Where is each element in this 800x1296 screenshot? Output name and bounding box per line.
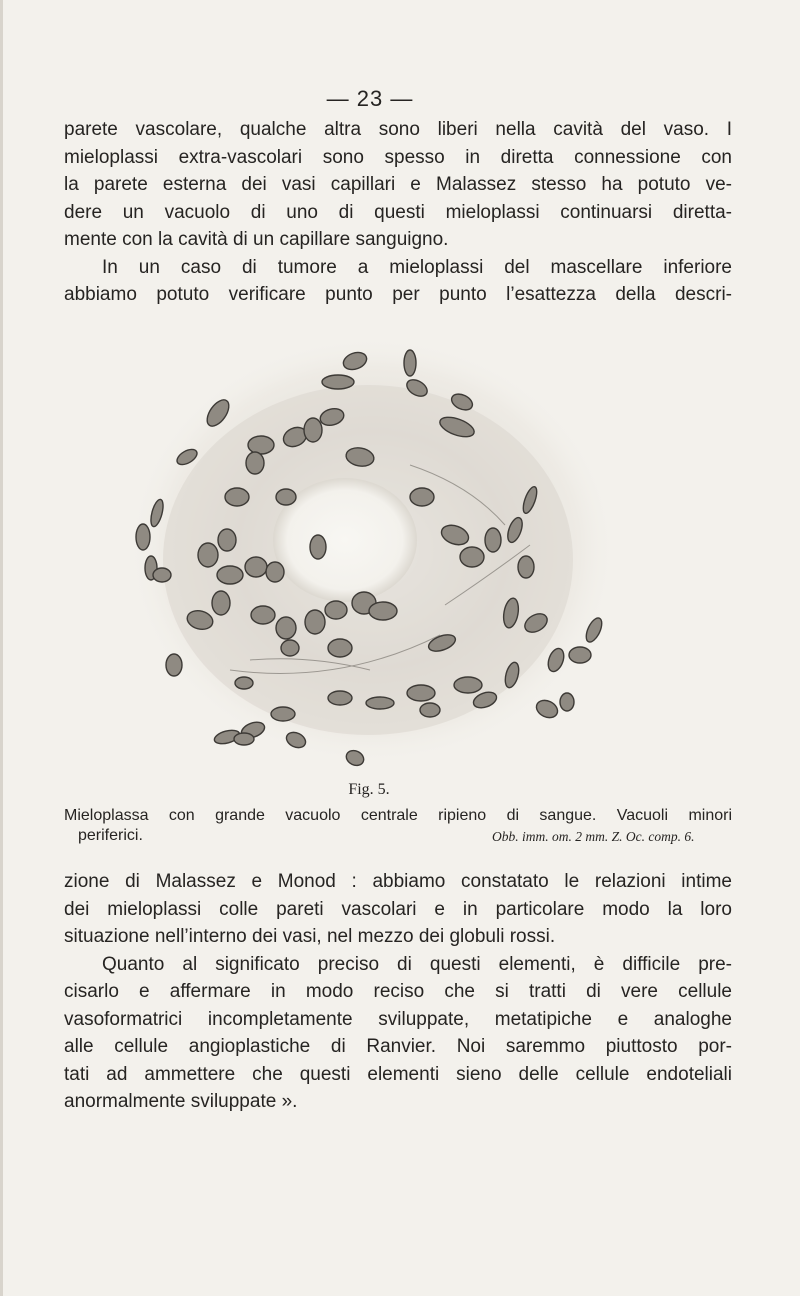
nucleus xyxy=(271,707,295,721)
nucleus xyxy=(325,601,347,619)
nucleus xyxy=(212,591,230,615)
nucleus xyxy=(569,647,591,663)
nucleus xyxy=(217,566,243,584)
page-number: — 23 — xyxy=(326,86,414,111)
nucleus xyxy=(246,452,264,474)
nucleus xyxy=(304,418,322,442)
nucleus xyxy=(136,524,150,550)
nucleus xyxy=(366,697,394,709)
nucleus xyxy=(420,703,440,717)
nucleus xyxy=(407,685,435,701)
nucleus xyxy=(235,677,253,689)
page-edge xyxy=(0,0,3,1296)
text-line: parete vascolare, qualche altra sono liberi nella cavità del vaso. I xyxy=(64,119,732,140)
nucleus xyxy=(245,557,267,577)
text-block-bottom xyxy=(64,868,732,1116)
nucleus xyxy=(218,529,236,551)
nucleus xyxy=(328,691,352,705)
nucleus xyxy=(305,610,325,634)
nucleus xyxy=(460,547,484,567)
text-line: Quanto al significato preciso di questi elementi, è difficile pre- xyxy=(102,953,732,975)
text-line: alle cellule angioplastiche di Ranvier. Noi saremmo piuttosto por- xyxy=(64,1036,732,1057)
text-line: la parete esterna dei vasi capillari e Malassez stesso ha potuto ve- xyxy=(64,174,732,195)
nucleus xyxy=(410,488,434,506)
text-line: anormalmente sviluppate ». xyxy=(64,1091,298,1112)
caption-line: Mieloplassa con grande vacuolo centrale ripieno di sangue. Vacuoli minori xyxy=(64,807,732,824)
nucleus xyxy=(485,528,501,552)
nucleus xyxy=(251,606,275,624)
caption-line: periferici. xyxy=(78,827,143,844)
nucleus xyxy=(248,436,274,454)
nucleus xyxy=(328,639,352,657)
text-line: dere un vacuolo di uno di questi mieloplassi continuarsi diretta- xyxy=(64,201,732,223)
nucleus xyxy=(281,640,299,656)
text-line: tati ad ammettere che questi elementi sieno delle cellule endoteliali xyxy=(64,1063,732,1085)
figure-caption xyxy=(64,806,732,848)
figure-label: Fig. 5. xyxy=(348,781,390,798)
text-line: abbiamo potuto verificare punto per punto l’esattezza della descri- xyxy=(64,284,732,305)
text-line: mente con la cavità di un capillare sanguigno. xyxy=(64,229,449,250)
caption-line-2 xyxy=(64,826,732,848)
nucleus xyxy=(276,617,296,639)
text-line: dei mieloplassi colle pareti vascolari e in particolare modo la loro xyxy=(64,898,732,920)
figure-micrograph xyxy=(110,325,630,785)
nucleus xyxy=(404,350,416,376)
nucleus xyxy=(266,562,284,582)
nucleus xyxy=(560,693,574,711)
text-line: mieloplassi extra-vascolari sono spesso in diretta connessione con xyxy=(64,146,732,168)
nucleus xyxy=(234,733,254,745)
nucleus xyxy=(153,568,171,582)
nucleus xyxy=(369,602,397,620)
nucleus xyxy=(276,489,296,505)
nucleus xyxy=(166,654,182,676)
magnification-note: Obb. imm. om. 2 mm. Z. Oc. comp. 6. xyxy=(492,829,695,844)
text-line: situazione nell’interno dei vasi, nel mezzo dei globuli rossi. xyxy=(64,926,556,947)
text-line: cisarlo e affermare in modo reciso che si tratti di vere cellule xyxy=(64,981,732,1002)
nucleus xyxy=(454,677,482,693)
text-block-top xyxy=(64,116,732,309)
text-line: In un caso di tumore a mieloplassi del mascellare inferiore xyxy=(102,256,732,278)
nucleus xyxy=(310,535,326,559)
nucleus xyxy=(518,556,534,578)
nucleus xyxy=(225,488,249,506)
nucleus xyxy=(198,543,218,567)
text-line: vasoformatrici incompletamente sviluppate, metatipiche e analoghe xyxy=(64,1008,732,1030)
text-line: zione di Malassez e Monod : abbiamo constatato le relazioni intime xyxy=(64,871,732,892)
nucleus xyxy=(322,375,354,389)
